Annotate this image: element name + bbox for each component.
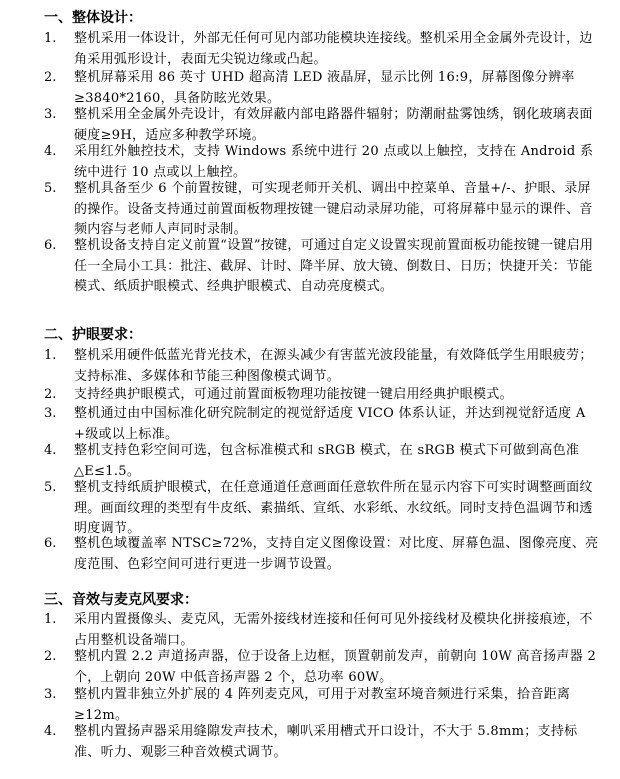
item-number: 4. xyxy=(44,144,57,159)
section-title-overall-design: 一、整体设计： xyxy=(44,10,142,26)
item-text: 整机采用硬件低蓝光背光技术，在源头减少有害蓝光波段能量，有效降低学生用眼疲劳；支持标准、多媒体和节能三种图像模式调节。 xyxy=(74,348,593,384)
item-number: 3. xyxy=(44,406,57,421)
item-text: 整机支持色彩空间可选，包含标准模式和 sRGB 模式，在 sRGB 模式下可做到高色准△E≤1.5。 xyxy=(74,443,580,479)
item-number: 1. xyxy=(44,612,57,627)
item-number: 5. xyxy=(44,181,57,196)
item-text: 支持经典护眼模式，可通过前置面板物理功能按键一键启用经典护眼模式。 xyxy=(74,387,513,402)
item-number: 6. xyxy=(44,238,57,253)
item-text: 采用内置摄像头、麦克风，无需外接线材连接和任何可见外接线材及模块化拼接痕迹，不占用整机设备端口。 xyxy=(74,612,593,648)
item-text: 整机设备支持自定义前置“设置”按键，可通过自定义设置实现前置面板功能按键一键启用任一全局小工具：批注、截屏、计时、降半屏、放大镜、倒数日、日历；快捷开关：节能模式、纸质护眼模式、经典护眼模式、自动亮度模式。 xyxy=(74,238,594,294)
item-number: 5. xyxy=(44,480,57,495)
item-text: 整机通过由中国标准化研究院制定的视觉舒适度 VICO 体系认证，并达到视觉舒适度 A +级或以上标准。 xyxy=(74,406,586,442)
item-text: 整机采用一体设计，外部无任何可见内部功能模块连接线。整机采用全金属外壳设计，边角采用弧形设计，表面无尖锐边缘或凸起。 xyxy=(74,31,593,67)
item-number: 1. xyxy=(44,31,57,46)
item-text: 整机内置非独立外扩展的 4 阵列麦克风，可用于对教室环境音频进行采集，拾音距离≥12m。 xyxy=(74,687,571,723)
item-number: 2. xyxy=(44,387,57,402)
item-number: 3. xyxy=(44,107,57,122)
item-number: 4. xyxy=(44,724,57,739)
item-text: 采用红外触控技术，支持 Windows 系统中进行 20 点或以上触控，支持在 Android 系统中进行 10 点或以上触控。 xyxy=(74,144,594,180)
item-number: 3. xyxy=(44,687,57,702)
item-text: 整机色域覆盖率 NTSC≥72%，支持自定义图像设置：对比度、屏幕色温、图像亮度、亮度范围、色彩空间可进行更进一步调节设置。 xyxy=(74,536,599,572)
item-number: 4. xyxy=(44,443,57,458)
item-text: 整机内置 2.2 声道扬声器，位于设备上边框，顶置朝前发声，前朝向 10W 高音扬声器 2 个，上朝向 20W 中低音扬声器 2 个，总功率 60W。 xyxy=(74,649,597,685)
item-number: 2. xyxy=(44,649,57,664)
item-text: 整机内置扬声器采用缝隙发声技术，喇叭采用槽式开口设计，不大于 5.8mm；支持标准、听力、观影三种音效模式调节。 xyxy=(74,724,578,760)
item-number: 1. xyxy=(44,348,57,363)
section-title-eye-care: 二、护眼要求： xyxy=(44,327,142,343)
item-text: 整机屏幕采用 86 英寸 UHD 超高清 LED 液晶屏，显示比例 16:9，屏幕图像分辨率≥3840*2160，具备防眩光效果。 xyxy=(74,70,575,106)
item-text: 整机具备至少 6 个前置按键，可实现老师开关机、调出中控菜单、音量+/-、护眼、录屏的操作。设备支持通过前置面板物理按键一键启动录屏功能，可将屏幕中显示的课件、音频内容与老师人声同时录制。 xyxy=(74,181,593,237)
item-number: 6. xyxy=(44,536,57,551)
item-number: 2. xyxy=(44,70,57,85)
item-text: 整机支持纸质护眼模式，在任意通道任意画面任意软件所在显示内容下可实时调整画面纹理。画面纹理的类型有牛皮纸、素描纸、宣纸、水彩纸、水纹纸。同时支持色温调节和透明度调节。 xyxy=(74,480,593,536)
item-text: 整机采用全金属外壳设计，有效屏蔽内部电路器件辐射；防潮耐盐雾蚀绣，钢化玻璃表面硬度≥9H，适应多种教学环境。 xyxy=(74,107,593,143)
section-title-audio-mic: 三、音效与麦克风要求： xyxy=(44,592,198,608)
